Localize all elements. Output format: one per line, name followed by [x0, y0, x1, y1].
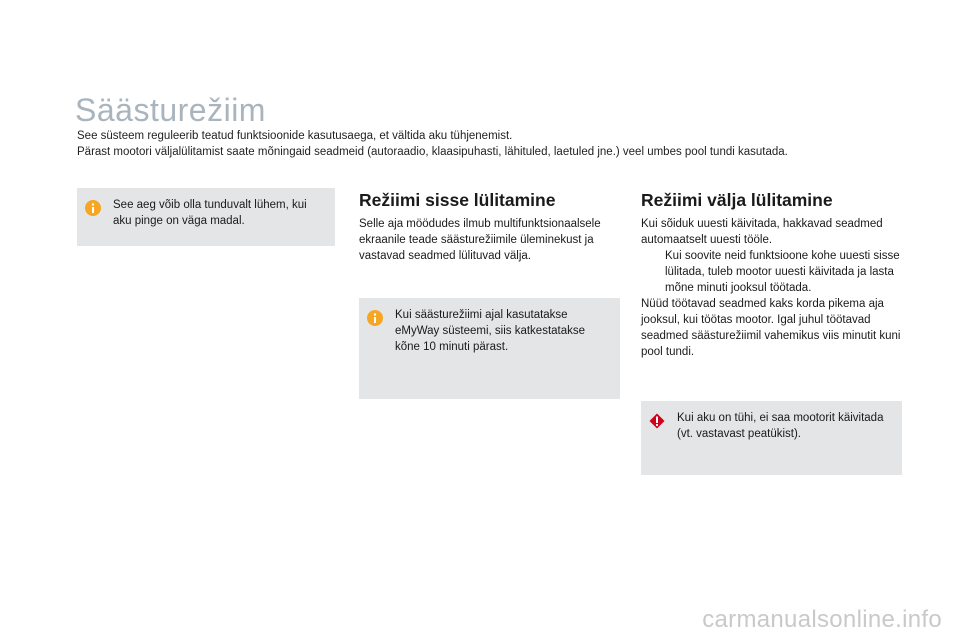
section-off-body-1: Kui sõiduk uuesti käivitada, hakkavad seadmed automaatselt uuesti tööle. — [641, 218, 883, 246]
section-off-content — [641, 216, 909, 360]
section-off-bullet — [641, 248, 909, 296]
intro-line-1: See süsteem reguleerib teatud funktsioonide kasutusaega, et vältida aku tühjenemist. — [77, 130, 513, 142]
section-off-body-2: Nüüd töötavad seadmed kaks korda pikema aja jooksul, kui töötas mootor. Igal juhul töötavad seadmed säästurežiimil vahemikus viis minutit kuni pool tundi. — [641, 298, 901, 358]
warning-note-text: Kui aku on tühi, ei saa mootorit käivitada (vt. vastavast peatükist). — [677, 412, 884, 440]
section-off-bullet-text: Kui soovite neid funktsioone kohe uuesti sisse lülitada, tuleb mootor uuesti käivitada ja lasta mõne minuti jooksul töötada. — [665, 250, 900, 294]
info-note-left-text: See aeg võib olla tunduvalt lühem, kui aku pinge on väga madal. — [113, 199, 307, 227]
section-off-heading: Režiimi välja lülitamine — [641, 190, 833, 210]
warning-note — [641, 401, 902, 475]
intro-line-2: Pärast mootori väljalülitamist saate mõningaid seadmeid (autoraadio, klaasipuhasti, lähituled, laetuled jne.) veel umbes pool tundi kasutada. — [77, 146, 788, 158]
info-icon — [367, 310, 383, 326]
watermark: carmanualsonline.info — [702, 606, 942, 633]
section-on-body: Selle aja möödudes ilmub multifunktsionaalsele ekraanile teade säästurežiimile üleminekust ja vastavad seadmed lülituvad välja. — [359, 218, 601, 262]
section-on-heading: Režiimi sisse lülitamine — [359, 190, 556, 210]
intro-text — [77, 128, 937, 160]
warning-icon — [649, 413, 665, 429]
page-title: Säästurežiim — [75, 92, 266, 128]
info-note-middle-text: Kui säästurežiimi ajal kasutatakse eMyWay süsteemi, siis katkestatakse kõne 10 minuti pärast. — [395, 309, 586, 353]
info-note-middle — [359, 298, 620, 399]
info-note-left — [77, 188, 335, 246]
info-icon — [85, 200, 101, 216]
